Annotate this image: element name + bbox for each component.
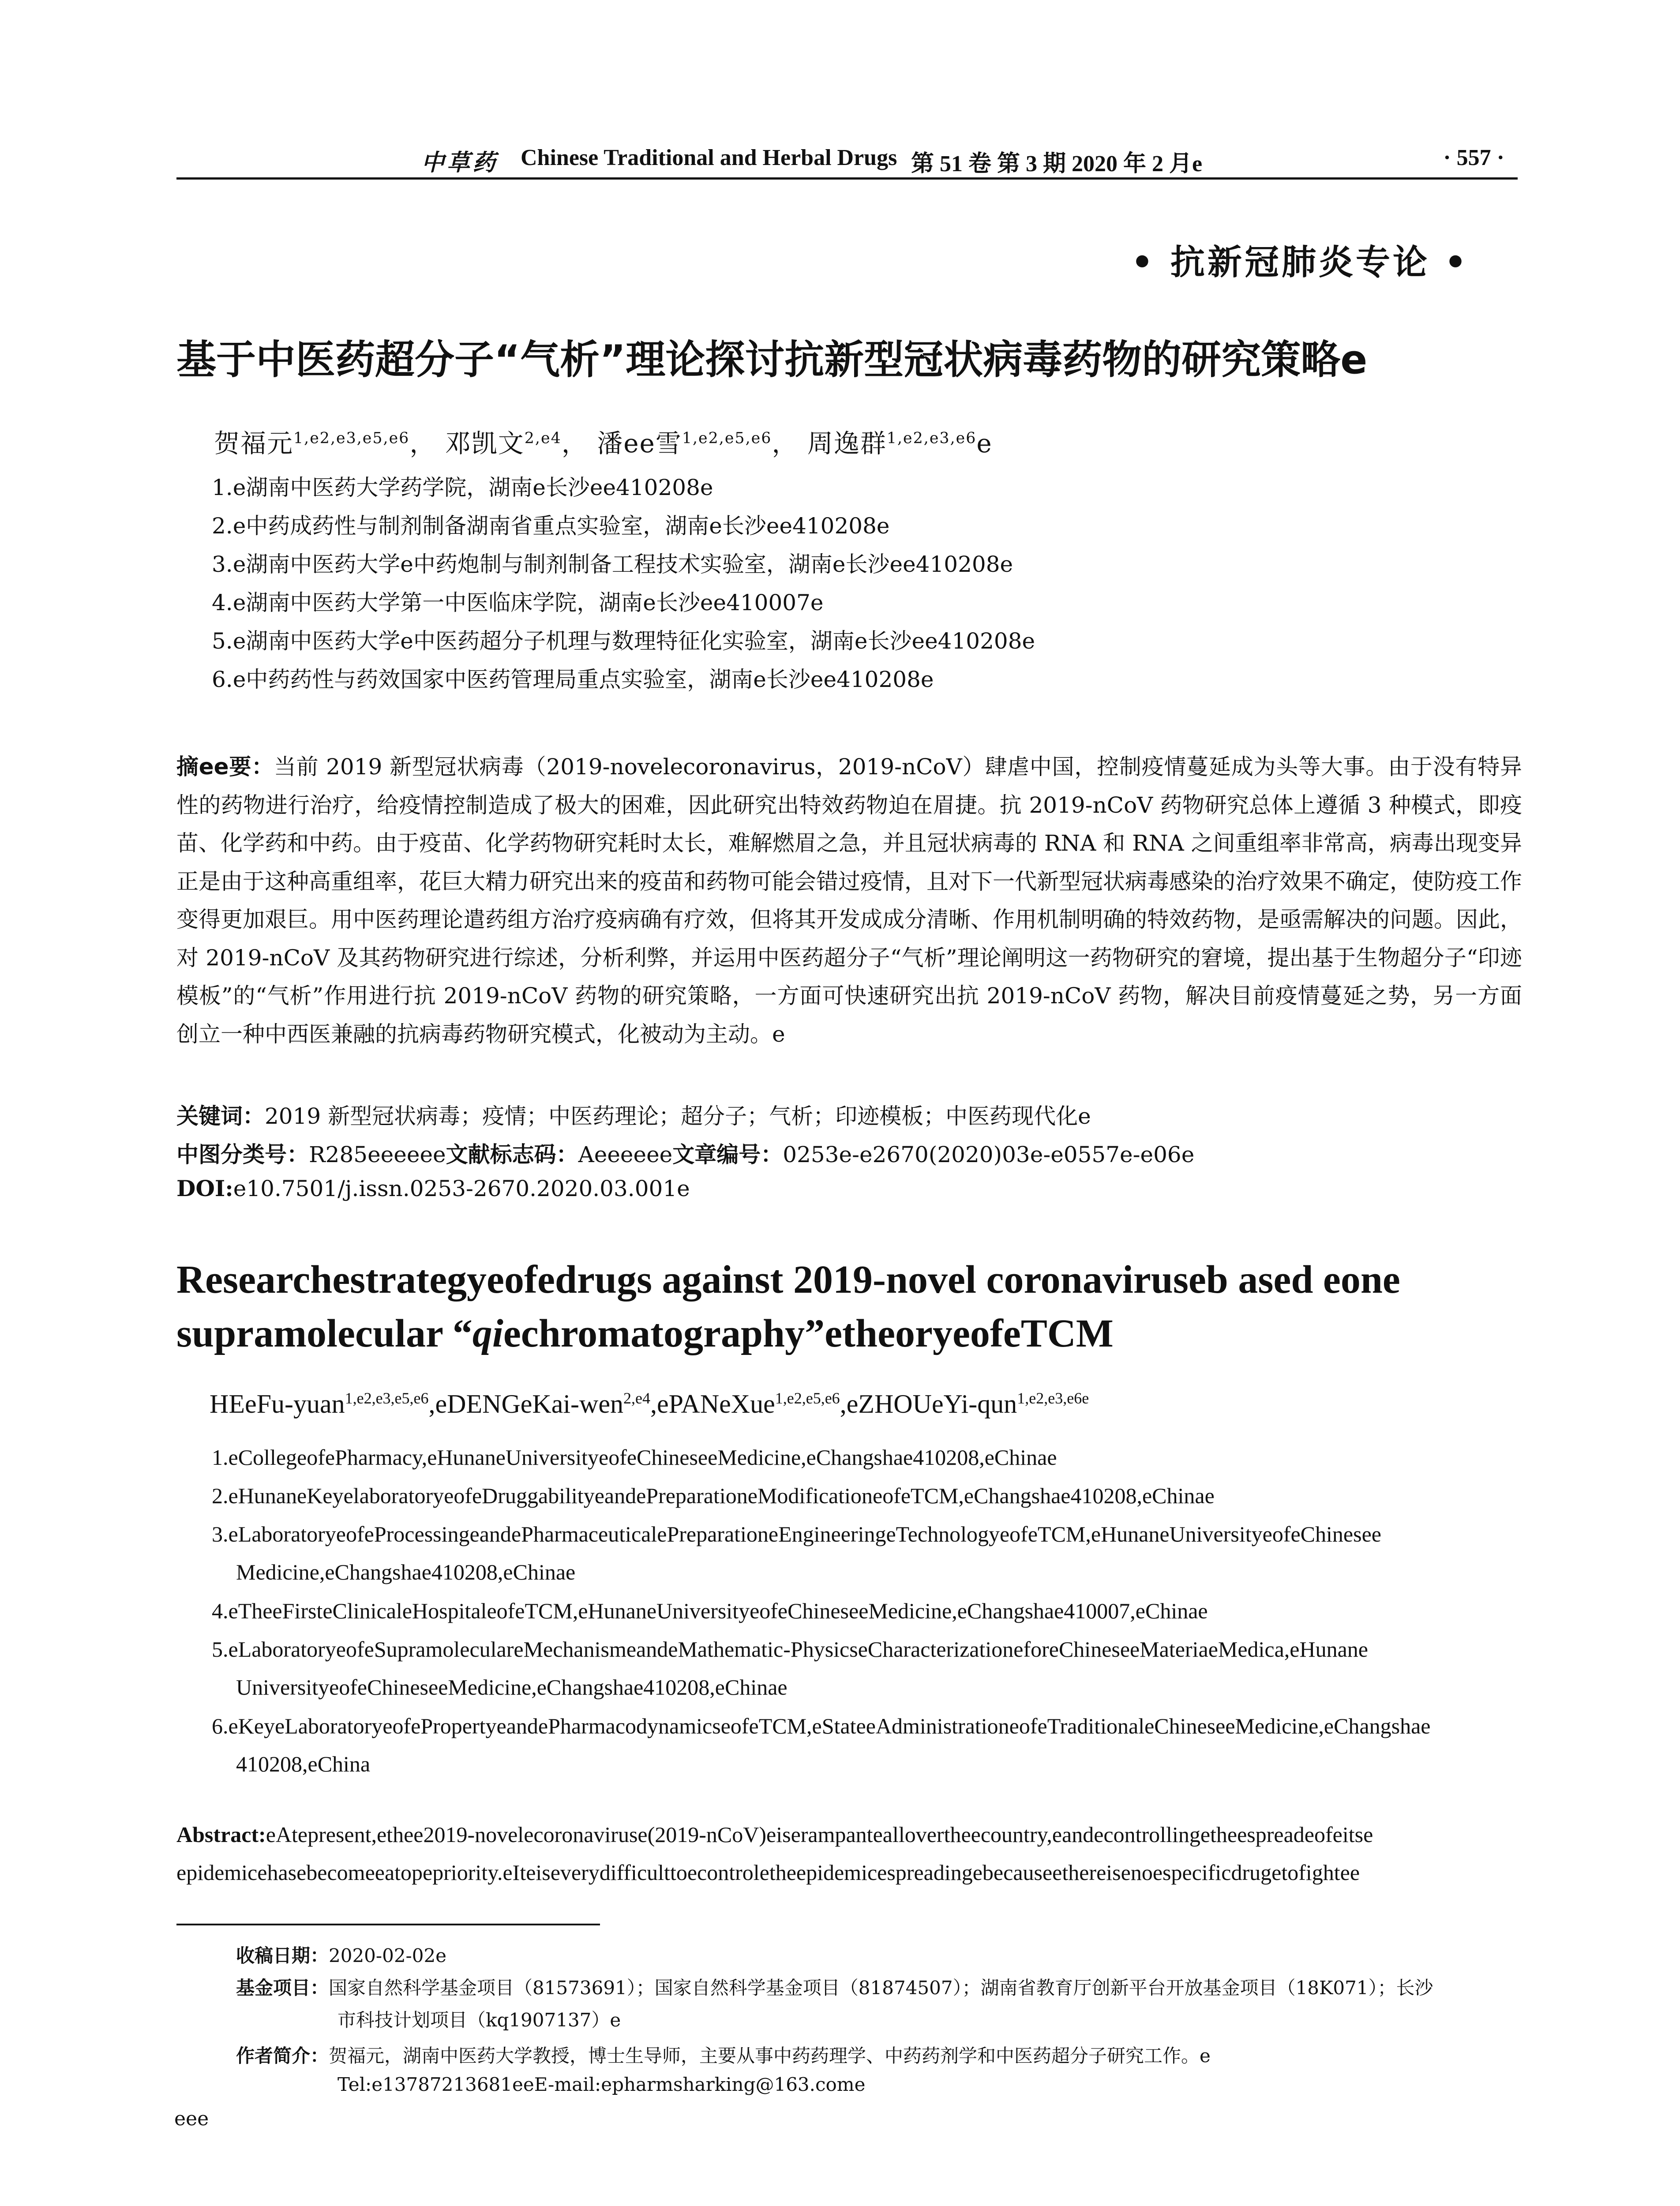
affiliation-en: 4.eTheeFirsteClinicaleHospitaleofeTCM,eHunaneUniversityeofeChineseeMedicine,eChangshae410007,eChinae xyxy=(212,1598,1208,1623)
doi-label: DOI: xyxy=(176,1175,233,1201)
doi-line xyxy=(176,1175,690,1201)
keywords-cn xyxy=(176,1099,1091,1130)
abstract-en xyxy=(176,1816,1522,1891)
abstract-en-text: eAtepresent,ethee2019-novelecoronaviruse(2019-nCoV)eiserampanteallovertheecountry,eandecontrollingetheespreadeofeitse epidemicehasebecomeeatopepriority.eIteiseverydifficulttoecontroletheepidemicespreadingebecauseethereisenoespecificdrugetofightee xyxy=(176,1822,1373,1885)
authors-en xyxy=(210,1389,1089,1419)
title-cn: 基于中医药超分子“气析”理论探讨抗新型冠状病毒药物的研究策略e xyxy=(176,337,1368,383)
classification-line xyxy=(176,1137,1194,1169)
doc-code-value: Aeeeeee xyxy=(578,1142,673,1167)
affiliation-cn: 2.e中药成药性与制剂制备湖南省重点实验室，湖南e长沙ee410208e xyxy=(212,513,890,539)
abstract-cn-text: 当前 2019 新型冠状病毒（2019-novelecoronavirus，2019-nCoV）肆虐中国，控制疫情蔓延成为头等大事。由于没有特异性的药物进行治疗，给疫情控制造成了极大的困难，因此研究出特效药物迫在眉捷。抗 2019-nCoV 药物研究总体上遵循 3 种模式，即疫苗、化学药和中药。由于疫苗、化学药物研究耗时太长，难解燃眉之急，并且冠状病毒的 RNA 和 RNA 之间重组率非常高，病毒出现变异正是由于这种高重组率，花巨大精力研究出来的疫苗和药物可能会错过疫情，且对下一代新型冠状病毒感染的治疗效果不确定，使防疫工作变得更加艰巨。用中医药理论遣药组方治疗疫病确有疗效，但将其开发成成分清晰、作用机制明确的特效药物，是亟需解决的问题。因此，对 2019-nCoV 及其药物研究进行综述，分析利弊，并运用中医药超分子“气析”理论阐明这一药物研究的窘境，提出基于生物超分子“印迹模板”的“气析”作用进行抗 2019-nCoV 药物的研究策略，一方面可快速研究出抗 2019-nCoV 药物，解决目前疫情蔓延之势，另一方面创立一种中西医兼融的抗病毒药物研究模式，化被动为主动。e xyxy=(176,754,1522,1047)
author-cn: 贺福元$^{1,e2,e3,e5,e6}$， xyxy=(214,428,436,458)
article-no-value: 0253e-e2670(2020)03e-e0557e-e06e xyxy=(783,1142,1195,1167)
title-en-line1: Researchestrategyeofedrugs against 2019-novel coronaviruseb ased eone xyxy=(176,1258,1400,1302)
abstract-en-label: Abstract: xyxy=(176,1822,266,1847)
page-number: · 557 · xyxy=(1443,145,1504,170)
affiliation-en: 5.eLaboratoryeofeSupramoleculareMechanismeandeMathematic-PhysicseCharacterizationeforeChineseeMateriaeMedica,eHunane UniversityeofeChineseeMedicine,eChangshae410208,eChinae xyxy=(212,1637,1368,1700)
author-en: HEeFu-yuan$^{1,e2,e3,e5,e6}$,e xyxy=(210,1389,447,1418)
author-cn: 周逸群$^{1,e2,e3,e6}$e xyxy=(807,428,993,458)
fund-info: 基金项目：国家自然科学基金项目（81573691）；国家自然科学基金项目（81874507）；湖南省教育厅创新平台开放基金项目（18K071）；长沙 xyxy=(236,1977,1433,1999)
author-en: PANeXue$^{1,e2,e5,e6}$,e xyxy=(668,1389,859,1418)
fund-info-cont: 市科技计划项目（kq1907137）e xyxy=(338,2009,621,2031)
clc-label: 中图分类号： xyxy=(176,1142,309,1167)
author-cn: 潘ee雪$^{1,e2,e5,e6}$， xyxy=(597,428,799,458)
author-cn: 邓凯文$^{2,e4}$， xyxy=(445,428,588,458)
affiliation-cn: 1.e湖南中医药大学药学院，湖南e长沙ee410208e xyxy=(212,475,713,500)
affiliation-en: 6.eKeyeLaboratoryeofePropertyeandePharmacodynamicseofeTCM,eStateeAdministrationeofeTraditionaleChineseeMedicine,eChangshae 410208,eChina xyxy=(212,1714,1431,1776)
affiliation-cn: 6.e中药药性与药效国家中医药管理局重点实验室，湖南e长沙ee410208e xyxy=(212,667,934,692)
title-en-line2: supramolecular “qiechromatography”etheoryeofeTCM xyxy=(176,1312,1114,1355)
article-no-label: 文章编号： xyxy=(672,1142,783,1167)
author-en: DENGeKai-wen$^{2,e4}$,e xyxy=(447,1389,669,1418)
affiliation-en: 2.eHunaneKeyelaboratoryeofeDruggabilityeandePreparationeModificationeofeTCM,eChangshae410208,eChinae xyxy=(212,1483,1215,1508)
affiliation-cn: 4.e湖南中医药大学第一中医临床学院，湖南e长沙ee410007e xyxy=(212,590,824,615)
journal-name: Chinese Traditional and Herbal Drugs xyxy=(521,145,897,170)
journal-issue: 第 51 卷 第 3 期 2020 年 2 月e xyxy=(911,151,1203,176)
column-label: • 抗新冠肺炎专论 • xyxy=(1131,242,1469,282)
affiliation-cn: 3.e湖南中医药大学e中药炮制与制剂制备工程技术实验室，湖南e长沙ee410208e xyxy=(212,552,1013,577)
author-bio: 作者简介：贺福元，湖南中医药大学教授，博士生导师，主要从事中药药理学、中药药剂学和中医药超分子研究工作。e xyxy=(236,2045,1211,2067)
title-en xyxy=(176,1253,1400,1361)
keywords-text: 2019 新型冠状病毒；疫情；中医药理论；超分子；气析；印迹模板；中医药现代化e xyxy=(265,1103,1091,1129)
journal-brand: 中草药 xyxy=(421,149,499,176)
doc-code-label: 文献标志码： xyxy=(446,1142,578,1167)
header-rule xyxy=(176,177,1518,180)
received-date: 收稿日期：2020-02-02e xyxy=(236,1945,447,1966)
author-en: ZHOUeYi-qun$^{1,e2,e3,e6e}$ xyxy=(858,1389,1089,1418)
abstract-cn xyxy=(176,748,1522,1053)
keywords-label: 关键词： xyxy=(176,1103,265,1129)
abstract-cn-label: 摘ee要： xyxy=(176,754,274,780)
affiliation-en: 1.eCollegeofePharmacy,eHunaneUniversityeofeChineseeMedicine,eChangshae410208,eChinae xyxy=(212,1445,1057,1470)
footnote-rule xyxy=(176,1924,600,1925)
clc-value: R285eeeeee xyxy=(309,1142,446,1167)
page-footer-stub: eee xyxy=(174,2108,209,2130)
affiliation-cn: 5.e湖南中医药大学e中医药超分子机理与数理特征化实验室，湖南e长沙ee410208e xyxy=(212,628,1035,654)
author-contact: Tel:e13787213681eeE-mail:epharmsharking@163.come xyxy=(338,2074,866,2095)
authors-cn xyxy=(214,423,993,460)
doi-value: e10.7501/j.issn.0253-2670.2020.03.001e xyxy=(233,1176,690,1201)
affiliation-en: 3.eLaboratoryeofeProcessingeandePharmaceuticalePreparationeEngineeringeTechnologyeofeTCM,eHunaneUniversityeofeChinesee Medicine,eChangshae410208,eChinae xyxy=(212,1522,1381,1584)
